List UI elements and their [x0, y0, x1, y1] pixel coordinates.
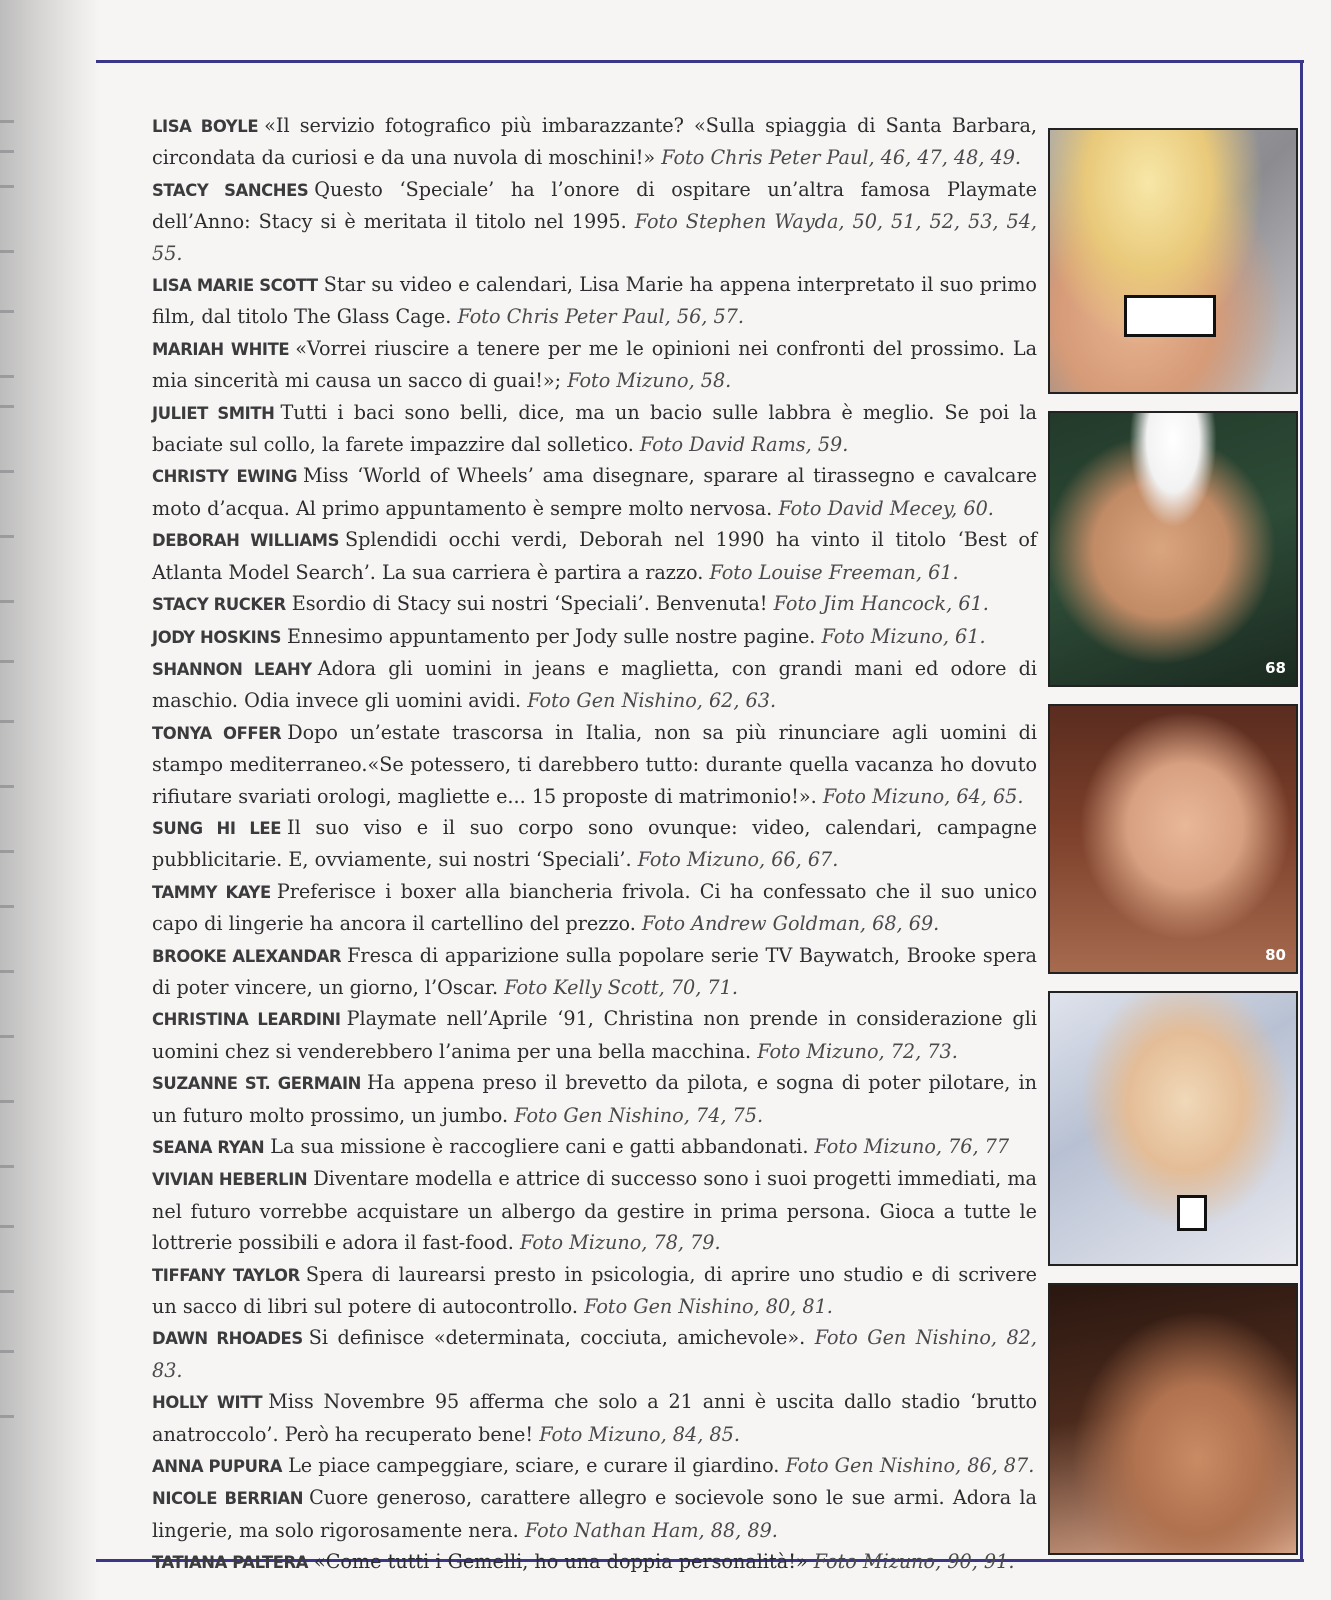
spine-mark: [0, 1350, 14, 1353]
photo-credit: Foto Gen Nishino, 74, 75.: [514, 1103, 764, 1127]
entry-text: Esordio di Stacy sui nostri ‘Speciali’. Benvenuta!: [291, 592, 768, 616]
photo-credit: Foto David Mecey, 60.: [778, 496, 994, 520]
spine-mark: [0, 310, 14, 313]
credits-list: [152, 110, 1037, 1579]
photo-credit: Foto Gen Nishino, 82, 83.: [152, 1326, 1037, 1382]
spine-mark: [0, 405, 14, 408]
spine-mark: [0, 600, 14, 603]
model-name: STACY RUCKER: [152, 595, 286, 615]
model-name: CHRISTINA LEARDINI: [152, 1010, 341, 1030]
credit-entry: [152, 876, 1037, 940]
entry-text: Il suo viso e il suo corpo sono ovunque: video, calendari, campagne pubblicitarie. E, ovviamente, sui nostri ‘Speciali’.: [152, 815, 1037, 872]
spine-mark: [0, 1165, 14, 1168]
entry-text: «Il servizio fotografico più imbarazzante? «Sulla spiaggia di Santa Barbara, circondata da curiosi e da una nuvola di moschini!»: [152, 114, 1038, 170]
spine-mark: [0, 185, 14, 188]
spine-mark: [0, 150, 14, 153]
photo-credit: Foto Mizuno, 78, 79.: [519, 1231, 721, 1255]
spine-mark: [0, 1290, 14, 1293]
credit-entry: [152, 1259, 1037, 1323]
spine-mark: [0, 1225, 14, 1228]
entry-text: Si definisce «determinata, cocciuta, amichevole».: [308, 1326, 806, 1350]
photo-credit: Foto Nathan Ham, 88, 89.: [524, 1518, 778, 1542]
credit-entry: [152, 333, 1037, 397]
spine-mark: [0, 1100, 14, 1103]
entry-text: Diventare modella e attrice di successo sono i suoi progetti immediati, ma nel futuro vorrebbe acquistare un albergo da gestire in prima persona. Gioca a tutte le lottrerie possibili e adora il fast-food.: [152, 1167, 1037, 1255]
credit-entry: [152, 1131, 1037, 1163]
spine-mark: [0, 1035, 14, 1038]
model-name: DEBORAH WILLIAMS: [152, 531, 339, 551]
entry-text: Preferisce i boxer alla biancheria frivola. Ci ha confessato che il suo unico capo di lingerie ha ancora il cartellino del prezzo.: [152, 879, 1038, 936]
credit-entry: [152, 1450, 1037, 1482]
photo-credit: Foto Stephen Wayda, 50, 51, 52, 53, 54, 55.: [152, 210, 1038, 265]
model-name: TATIANA PALTERA: [152, 1553, 308, 1573]
model-name: JODY HOSKINS: [152, 627, 281, 647]
entry-text: Dopo un’estate trascorsa in Italia, non sa più rinunciare agli uomini di stampo mediterraneo.«Se potessero, ti darebbero tutto: durante quella vacanza ho dovuto rifiutare svariati orologi, magliette e... 15 proposte di matrimonio!».: [152, 720, 1037, 808]
spine-mark: [0, 850, 14, 853]
model-name: DAWN RHOADES: [152, 1329, 303, 1349]
model-name: STACY SANCHES: [152, 180, 309, 200]
credit-entry: [152, 397, 1037, 461]
credit-entry: [152, 812, 1037, 876]
model-name: SHANNON LEAHY: [152, 659, 312, 679]
frame-rule-top: [96, 60, 1304, 63]
entry-text: Le piace campeggiare, sciare, e curare il giardino.: [288, 1454, 780, 1478]
credit-entry: [152, 717, 1037, 812]
credit-entry: [152, 588, 1037, 620]
photo-credit: Foto Mizuno, 90, 91.: [813, 1550, 1015, 1574]
model-name: JULIET SMITH: [152, 403, 275, 423]
credit-entry: [152, 110, 1037, 174]
photo-credit: Foto Gen Nishino, 80, 81.: [584, 1295, 833, 1319]
censor-box: [1124, 295, 1216, 337]
entry-text: Playmate nell’Aprile ‘91, Christina non prende in considerazione gli uomini chez si venderebbero l’anima per una bella macchina.: [152, 1007, 1037, 1063]
entry-text: Ennesimo appuntamento per Jody sulle nostre pagine.: [287, 624, 816, 648]
entry-text: Tutti i baci sono belli, dice, ma un bacio sulle labbra è meglio. Se poi la baciate sul collo, la farete impazzire dal solletico.: [152, 400, 1037, 457]
credit-entry: [152, 460, 1037, 524]
entry-text: Fresca di apparizione sulla popolare serie TV Baywatch, Brooke spera di poter vincere, un giorno, l’Oscar.: [152, 943, 1037, 999]
credit-entry: [152, 1003, 1037, 1067]
spine-mark: [0, 535, 14, 538]
model-name: TIFFANY TAYLOR: [152, 1265, 300, 1285]
entry-text: Miss Novembre 95 afferma che solo a 21 anni è uscita dallo stadio ‘brutto anatroccolo’. Però ha recuperato bene!: [152, 1390, 1037, 1446]
model-name: TAMMY KAYE: [152, 882, 271, 902]
book-spine-shadow: [0, 0, 100, 1600]
photo-credit: Foto Mizuno, 58.: [567, 369, 732, 393]
model-name: LISA MARIE SCOTT: [152, 276, 318, 296]
photo-credit: Foto Chris Peter Paul, 56, 57.: [457, 305, 744, 329]
credit-entry: [152, 1482, 1037, 1546]
model-name: MARIAH WHITE: [152, 339, 290, 359]
credit-entry: [152, 269, 1037, 333]
photo-credit: Foto Mizuno, 84, 85.: [539, 1422, 740, 1446]
entry-text: Cuore generoso, carattere allegro e socievole sono le sue armi. Adora la lingerie, ma solo rigorosamente nera.: [152, 1486, 1037, 1542]
model-name: LISA BOYLE: [152, 117, 259, 136]
spine-mark: [0, 785, 14, 788]
entry-text: Splendidi occhi verdi, Deborah nel 1990 ha vinto il titolo ‘Best of Atlanta Model Search’. La sua carriera è partira a razzo.: [152, 528, 1037, 584]
photo-credit: Foto Louise Freeman, 61.: [709, 560, 959, 584]
photo-thumbnail: [1048, 1283, 1298, 1555]
spine-mark: [0, 1415, 14, 1418]
spine-mark: [0, 970, 14, 973]
model-name: HOLLY WITT: [152, 1393, 263, 1413]
credit-entry: [152, 1546, 1037, 1578]
spine-mark: [0, 660, 14, 663]
spine-mark: [0, 905, 14, 908]
entry-text: Ha appena preso il brevetto da pilota, e sogna di poter pilotare, in un futuro molto prossimo, un jumbo.: [152, 1071, 1037, 1127]
spine-mark: [0, 375, 14, 378]
photo-credit: Foto Andrew Goldman, 68, 69.: [641, 912, 940, 936]
credit-entry: [152, 653, 1037, 717]
photo-column: [1048, 128, 1298, 1572]
photo-credit: Foto David Rams, 59.: [639, 433, 849, 457]
photo-thumbnail: [1048, 991, 1298, 1266]
model-name: SUZANNE ST. GERMAIN: [152, 1074, 361, 1094]
entry-text: «Come tutti i Gemelli, ho una doppia personalità!»: [314, 1550, 808, 1574]
credit-entry: [152, 1322, 1037, 1386]
photo-credit: Foto Mizuno, 61.: [821, 624, 986, 648]
photo-credit: Foto Mizuno, 76, 77: [814, 1135, 1010, 1158]
photo-credit: Foto Jim Hancock, 61.: [773, 592, 989, 616]
spine-mark: [0, 250, 14, 253]
photo-thumbnail: [1048, 704, 1298, 974]
spine-mark: [0, 720, 14, 723]
photo-credit: Foto Gen Nishino, 62, 63.: [527, 689, 777, 713]
model-name: VIVIAN HEBERLIN: [152, 1170, 308, 1190]
censor-box: [1177, 1195, 1207, 1231]
credit-entry: [152, 1386, 1037, 1450]
credit-entry: [152, 1163, 1037, 1258]
photo-credit: Foto Chris Peter Paul, 46, 47, 48, 49.: [661, 146, 1022, 170]
model-name: TONYA OFFER: [152, 723, 282, 743]
photo-thumbnail: [1048, 411, 1298, 687]
model-name: CHRISTY EWING: [152, 467, 297, 487]
entry-text: «Vorrei riuscire a tenere per me le opinioni nei confronti del prossimo. La mia sincerità mi causa un sacco di guai!»;: [152, 336, 1038, 393]
credit-entry: [152, 174, 1037, 269]
frame-rule-right: [1300, 60, 1303, 1560]
photo-credit: Foto Mizuno, 66, 67.: [637, 848, 839, 872]
photo-credit: Foto Mizuno, 64, 65.: [822, 784, 1024, 808]
model-name: ANNA PUPURA: [152, 1457, 283, 1477]
spine-mark: [0, 470, 14, 473]
spine-mark: [0, 120, 14, 123]
page-number-label: 80: [1265, 946, 1286, 964]
photo-credit: Foto Mizuno, 72, 73.: [757, 1039, 958, 1063]
model-name: BROOKE ALEXANDAR: [152, 946, 342, 966]
model-name: NICOLE BERRIAN: [152, 1489, 304, 1509]
entry-text: Questo ‘Speciale’ ha l’onore di ospitare un’altra famosa Playmate dell’Anno: Stacy si è meritata il titolo nel 1995.: [152, 177, 1037, 234]
credit-entry: [152, 524, 1037, 588]
credit-entry: [152, 621, 1037, 653]
page-number-label: 68: [1265, 659, 1286, 677]
entry-text: Spera di laurearsi presto in psicologia, di aprire uno studio e di scrivere un sacco di libri sul potere di autocontrollo.: [152, 1262, 1037, 1319]
photo-credit: Foto Kelly Scott, 70, 71.: [504, 975, 738, 999]
entry-text: Miss ‘World of Wheels’ ama disegnare, sparare al tirassegno e cavalcare moto d’acqua. Al primo appuntamento è sempre molto nervosa.: [152, 464, 1037, 520]
credit-entry: [152, 1067, 1037, 1131]
photo-credit: Foto Gen Nishino, 86, 87.: [785, 1454, 1035, 1478]
credit-entry: [152, 940, 1037, 1004]
entry-text: Adora gli uomini in jeans e maglietta, con grandi mani ed odore di maschio. Odia invece gli uomini avidi.: [152, 656, 1037, 713]
entry-text: Star su video e calendari, Lisa Marie ha appena interpretato il suo primo film, dal titolo The Glass Cage.: [152, 273, 1037, 329]
model-name: SEANA RYAN: [152, 1138, 265, 1157]
model-name: SUNG HI LEE: [152, 818, 282, 838]
photo-thumbnail: [1048, 128, 1298, 394]
entry-text: La sua missione è raccogliere cani e gatti abbandonati.: [270, 1135, 809, 1158]
